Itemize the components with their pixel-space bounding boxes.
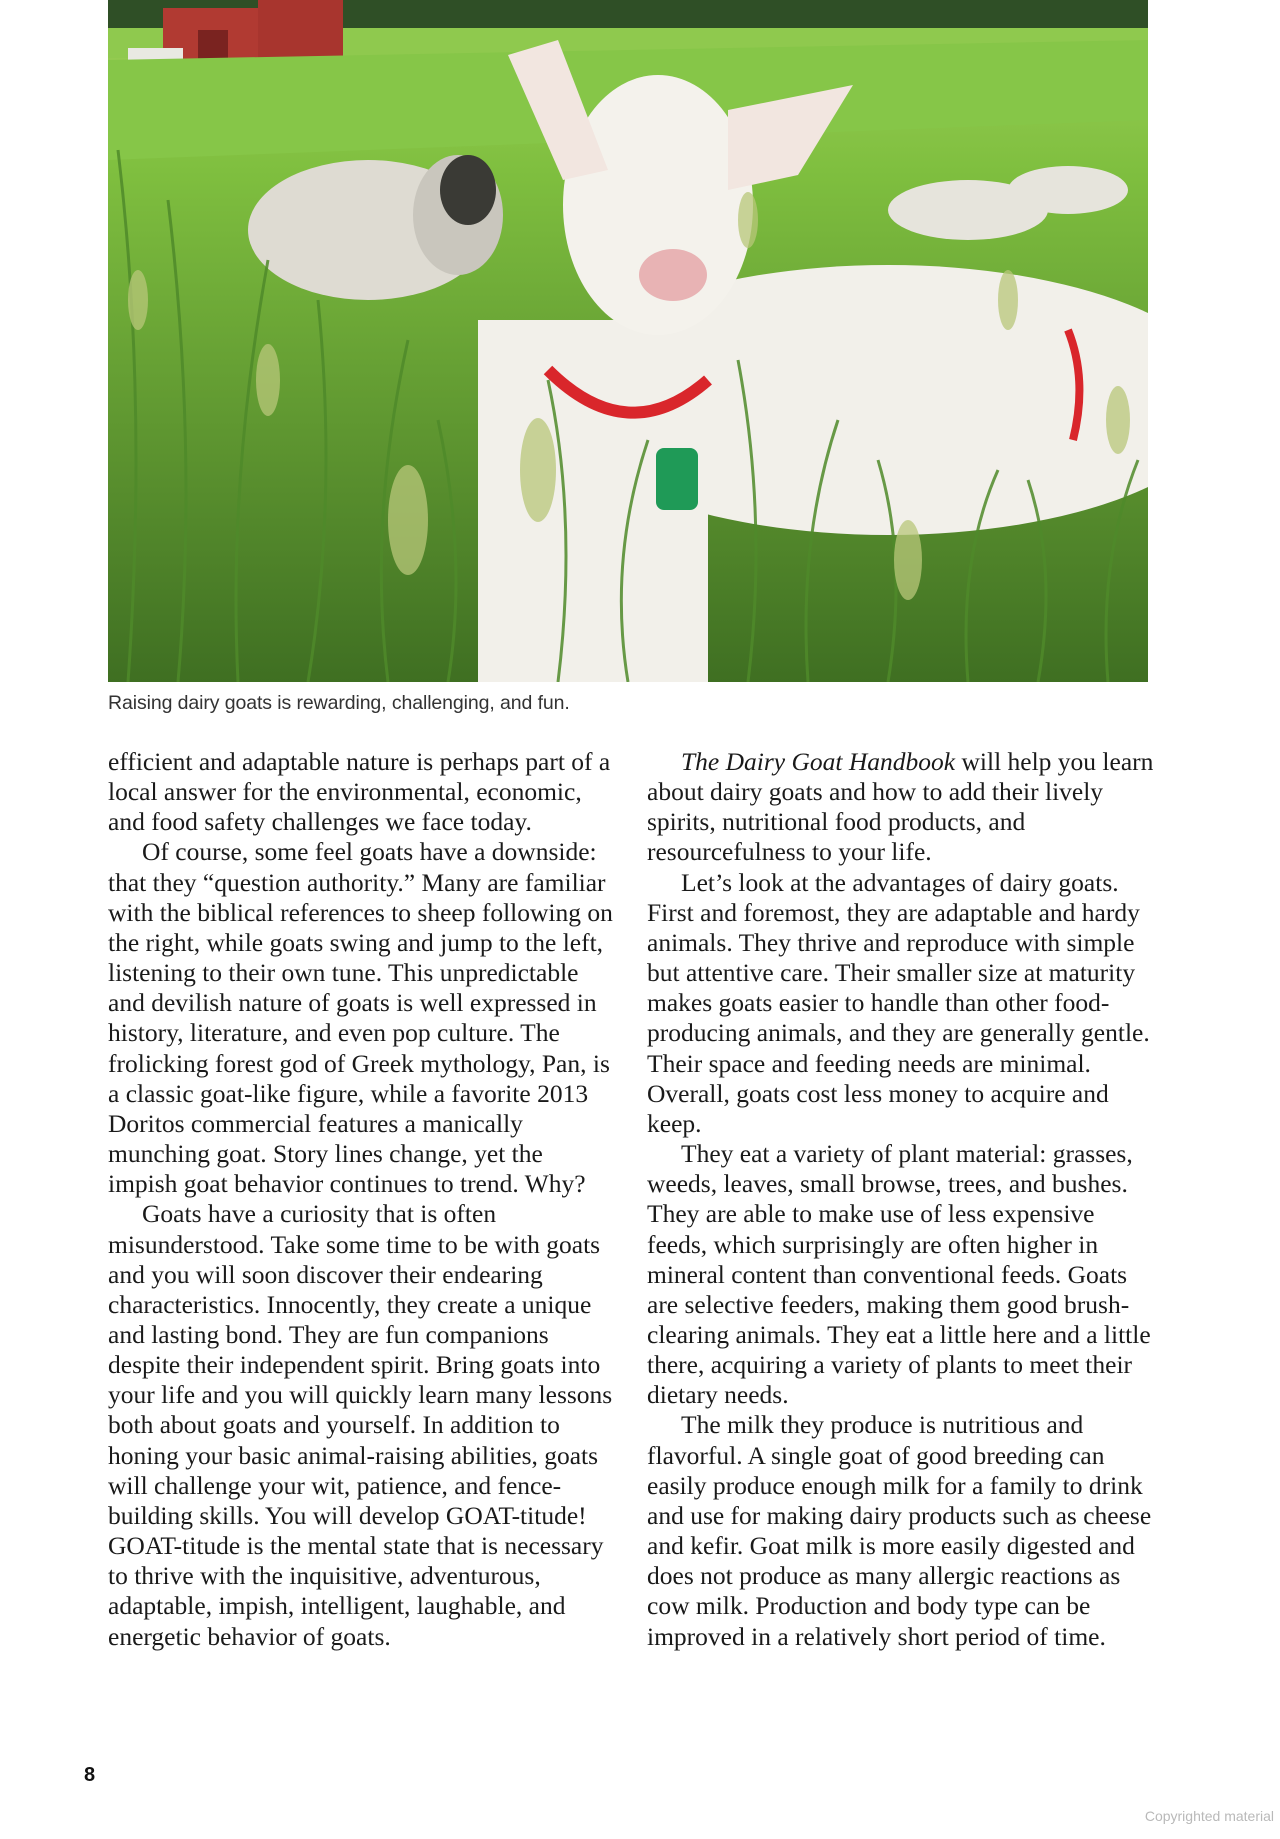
body-paragraph: They eat a variety of plant material: grasses, weeds, leaves, small browse, trees, and bushes. They are able to make use of less expensive feeds, which surprisingly are often higher in mineral content than conventional feeds. Goats are selective feeders, making them good brush-clearing animals. They eat a little here and a little there, acquiring a variety of plants to meet their dietary needs.	[647, 1139, 1151, 1410]
body-paragraph: The milk they produce is nutritious and flavorful. A single goat of good breeding can easily produce enough milk for a family to drink and use for making dairy products such as cheese and kefir. Goat milk is more easily digested and does not produce as many allergic reactions as cow milk. Production and body type can be improved in a relatively short period of time.	[647, 1410, 1152, 1651]
copyright-notice: Copyrighted material	[1144, 1808, 1274, 1824]
body-paragraph-intro	[647, 747, 1157, 868]
body-paragraph: Goats have a curiosity that is often misunderstood. Take some time to be with goats and you will soon discover their endearing characteristics. Innocently, they create a unique and lasting bond. They are fun companions despite their independent spirit. Bring goats into your life and you will quickly learn many lessons both about goats and yourself. In addition to honing your basic animal-raising abilities, goats will challenge your wit, patience, and fence-building skills. You will develop GOAT-titude! GOAT-titude is the mental state that is necessary to thrive with the inquisitive, adventurous, adaptable, impish, intelligent, laughable, and energetic behavior of goats.	[108, 1199, 613, 1651]
photo-caption: Raising dairy goats is rewarding, challenging, and fun.	[108, 692, 570, 714]
goat-photo	[108, 0, 1148, 682]
body-paragraph: Of course, some feel goats have a downside: that they “question authority.” Many are familiar with the biblical references to sheep following on the right, while goats swing and jump to the left, listening to their own tune. This unpredictable and devilish nature of goats is well expressed in history, literature, and even pop culture. The frolicking forest god of Greek mythology, Pan, is a classic goat-like figure, while a favorite 2013 Doritos commercial features a manically munching goat. Story lines change, yet the impish goat behavior continues to trend. Why?	[108, 837, 613, 1199]
goat-photo-illustration	[108, 0, 1148, 682]
body-paragraph: Let’s look at the advantages of dairy goats. First and foremost, they are adaptable and hardy animals. They thrive and reproduce with simple but attentive care. Their smaller size at maturity makes goats easier to handle than other food-producing animals, and they are generally gentle. Their space and feeding needs are minimal. Overall, goats cost less money to acquire and keep.	[647, 867, 1150, 1138]
book-title: The Dairy Goat Handbook	[681, 747, 956, 776]
left-column	[108, 747, 618, 1652]
right-column	[647, 747, 1157, 1652]
body-paragraph: efficient and adaptable nature is perhaps part of a local answer for the environmental, economic, and food safety challenges we face today.	[108, 747, 611, 837]
page-number: 8	[84, 1764, 96, 1786]
intro-text: will help you learn about dairy goats and how to add their lively spirits, nutritional food products, and resourcefulness to your life.	[647, 747, 1154, 867]
